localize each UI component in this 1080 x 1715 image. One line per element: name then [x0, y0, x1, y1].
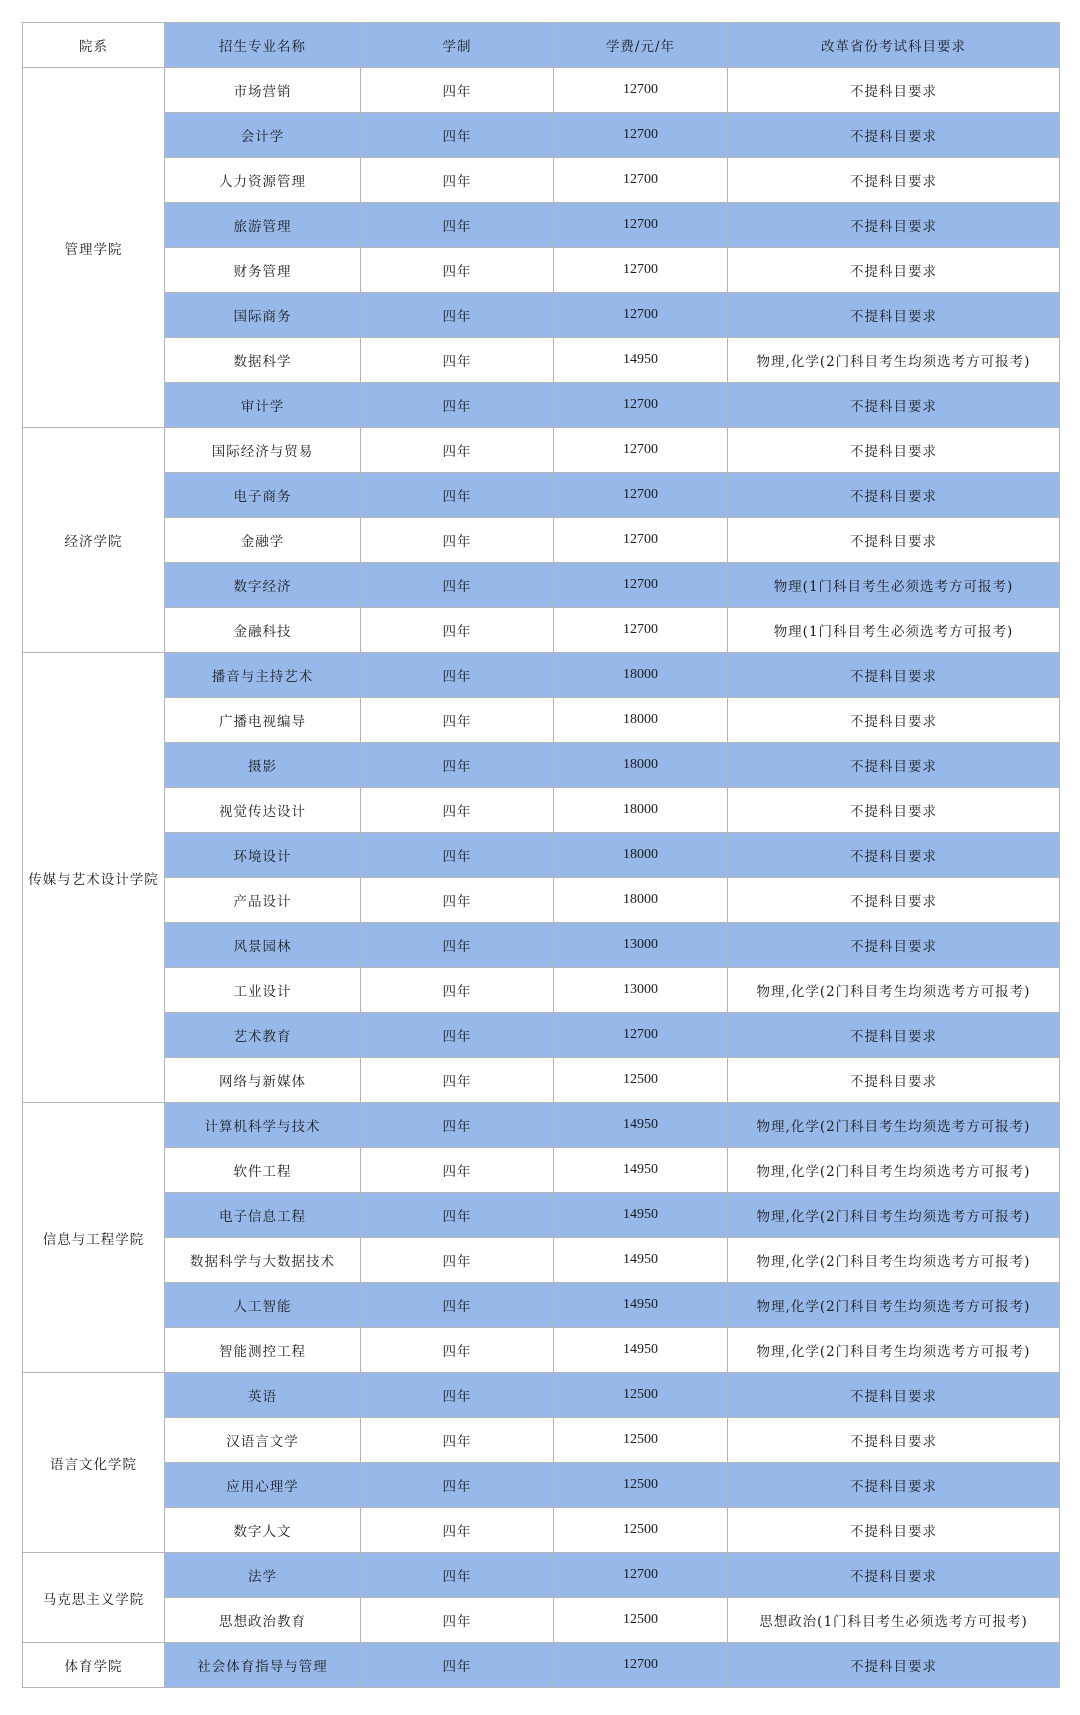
tuition-cell: 12700 — [554, 158, 728, 203]
duration-cell: 四年 — [361, 203, 554, 248]
table-row — [23, 743, 1060, 788]
header-major: 招生专业名称 — [165, 23, 361, 68]
table-row — [23, 1598, 1060, 1643]
major-name-cell: 艺术教育 — [165, 1013, 361, 1058]
duration-cell: 四年 — [361, 1328, 554, 1373]
tuition-cell: 12500 — [554, 1373, 728, 1418]
table-row — [23, 653, 1060, 698]
duration-cell: 四年 — [361, 743, 554, 788]
table-row — [23, 293, 1060, 338]
admissions-table — [22, 22, 1060, 1688]
subject-requirement-cell: 物理,化学(2门科目考生均须选考方可报考) — [728, 1283, 1060, 1328]
table-row — [23, 428, 1060, 473]
tuition-cell: 14950 — [554, 1283, 728, 1328]
duration-cell: 四年 — [361, 1238, 554, 1283]
duration-cell: 四年 — [361, 923, 554, 968]
duration-cell: 四年 — [361, 1463, 554, 1508]
duration-cell: 四年 — [361, 968, 554, 1013]
subject-requirement-cell: 不提科目要求 — [728, 1508, 1060, 1553]
table-row — [23, 1013, 1060, 1058]
duration-cell: 四年 — [361, 338, 554, 383]
duration-cell: 四年 — [361, 473, 554, 518]
table-row — [23, 1328, 1060, 1373]
table-row — [23, 338, 1060, 383]
subject-requirement-cell: 物理,化学(2门科目考生均须选考方可报考) — [728, 1148, 1060, 1193]
tuition-cell: 14950 — [554, 338, 728, 383]
tuition-cell: 14950 — [554, 1103, 728, 1148]
duration-cell: 四年 — [361, 698, 554, 743]
table-row — [23, 1418, 1060, 1463]
major-name-cell: 市场营销 — [165, 68, 361, 113]
table-row — [23, 113, 1060, 158]
tuition-cell: 18000 — [554, 698, 728, 743]
major-name-cell: 工业设计 — [165, 968, 361, 1013]
table-body — [23, 68, 1060, 1688]
subject-requirement-cell: 不提科目要求 — [728, 1643, 1060, 1688]
subject-requirement-cell: 不提科目要求 — [728, 833, 1060, 878]
subject-requirement-cell: 不提科目要求 — [728, 1418, 1060, 1463]
subject-requirement-cell: 不提科目要求 — [728, 428, 1060, 473]
tuition-cell: 12500 — [554, 1463, 728, 1508]
table-row — [23, 1553, 1060, 1598]
table-row — [23, 788, 1060, 833]
tuition-cell: 12500 — [554, 1598, 728, 1643]
subject-requirement-cell: 物理(1门科目考生必须选考方可报考) — [728, 608, 1060, 653]
table-row — [23, 1103, 1060, 1148]
tuition-cell: 12500 — [554, 1508, 728, 1553]
subject-requirement-cell: 不提科目要求 — [728, 248, 1060, 293]
table-row — [23, 1463, 1060, 1508]
tuition-cell: 13000 — [554, 923, 728, 968]
table-row — [23, 968, 1060, 1013]
table-row — [23, 878, 1060, 923]
subject-requirement-cell: 不提科目要求 — [728, 1373, 1060, 1418]
table-row — [23, 1508, 1060, 1553]
duration-cell: 四年 — [361, 293, 554, 338]
tuition-cell: 12700 — [554, 293, 728, 338]
major-name-cell: 数据科学 — [165, 338, 361, 383]
table-row — [23, 1238, 1060, 1283]
tuition-cell: 12700 — [554, 563, 728, 608]
major-name-cell: 人工智能 — [165, 1283, 361, 1328]
subject-requirement-cell: 物理,化学(2门科目考生均须选考方可报考) — [728, 338, 1060, 383]
tuition-cell: 12700 — [554, 518, 728, 563]
department-cell: 传媒与艺术设计学院 — [23, 653, 165, 1103]
table-row — [23, 608, 1060, 653]
duration-cell: 四年 — [361, 248, 554, 293]
duration-cell: 四年 — [361, 563, 554, 608]
subject-requirement-cell: 不提科目要求 — [728, 743, 1060, 788]
tuition-cell: 14950 — [554, 1238, 728, 1283]
tuition-cell: 12700 — [554, 1643, 728, 1688]
subject-requirement-cell: 不提科目要求 — [728, 68, 1060, 113]
table-row — [23, 833, 1060, 878]
tuition-cell: 12500 — [554, 1058, 728, 1103]
department-cell: 体育学院 — [23, 1643, 165, 1688]
table-row — [23, 563, 1060, 608]
department-cell: 语言文化学院 — [23, 1373, 165, 1553]
tuition-cell: 14950 — [554, 1328, 728, 1373]
duration-cell: 四年 — [361, 1598, 554, 1643]
subject-requirement-cell: 不提科目要求 — [728, 788, 1060, 833]
major-name-cell: 思想政治教育 — [165, 1598, 361, 1643]
department-cell: 马克思主义学院 — [23, 1553, 165, 1643]
major-name-cell: 环境设计 — [165, 833, 361, 878]
tuition-cell: 18000 — [554, 653, 728, 698]
major-name-cell: 网络与新媒体 — [165, 1058, 361, 1103]
tuition-cell: 18000 — [554, 878, 728, 923]
major-name-cell: 智能测控工程 — [165, 1328, 361, 1373]
major-name-cell: 电子商务 — [165, 473, 361, 518]
major-name-cell: 计算机科学与技术 — [165, 1103, 361, 1148]
subject-requirement-cell: 不提科目要求 — [728, 158, 1060, 203]
subject-requirement-cell: 不提科目要求 — [728, 923, 1060, 968]
table-row — [23, 1148, 1060, 1193]
header-subject-requirement: 改革省份考试科目要求 — [728, 23, 1060, 68]
table-row — [23, 68, 1060, 113]
table-row — [23, 518, 1060, 563]
duration-cell: 四年 — [361, 653, 554, 698]
duration-cell: 四年 — [361, 113, 554, 158]
subject-requirement-cell: 物理(1门科目考生必须选考方可报考) — [728, 563, 1060, 608]
tuition-cell: 14950 — [554, 1193, 728, 1238]
tuition-cell: 12700 — [554, 473, 728, 518]
duration-cell: 四年 — [361, 428, 554, 473]
duration-cell: 四年 — [361, 788, 554, 833]
table-row — [23, 698, 1060, 743]
department-cell: 管理学院 — [23, 68, 165, 428]
major-name-cell: 财务管理 — [165, 248, 361, 293]
duration-cell: 四年 — [361, 518, 554, 563]
header-row — [23, 23, 1060, 68]
subject-requirement-cell: 不提科目要求 — [728, 1058, 1060, 1103]
subject-requirement-cell: 不提科目要求 — [728, 878, 1060, 923]
major-name-cell: 社会体育指导与管理 — [165, 1643, 361, 1688]
major-name-cell: 法学 — [165, 1553, 361, 1598]
major-name-cell: 国际经济与贸易 — [165, 428, 361, 473]
tuition-cell: 12700 — [554, 68, 728, 113]
table-row — [23, 248, 1060, 293]
tuition-cell: 12700 — [554, 383, 728, 428]
header-duration: 学制 — [361, 23, 554, 68]
subject-requirement-cell: 不提科目要求 — [728, 203, 1060, 248]
subject-requirement-cell: 不提科目要求 — [728, 1553, 1060, 1598]
subject-requirement-cell: 物理,化学(2门科目考生均须选考方可报考) — [728, 1193, 1060, 1238]
duration-cell: 四年 — [361, 1103, 554, 1148]
table-row — [23, 1373, 1060, 1418]
tuition-cell: 12700 — [554, 1553, 728, 1598]
duration-cell: 四年 — [361, 1508, 554, 1553]
tuition-cell: 13000 — [554, 968, 728, 1013]
major-name-cell: 风景园林 — [165, 923, 361, 968]
subject-requirement-cell: 不提科目要求 — [728, 653, 1060, 698]
duration-cell: 四年 — [361, 158, 554, 203]
subject-requirement-cell: 不提科目要求 — [728, 1463, 1060, 1508]
major-name-cell: 电子信息工程 — [165, 1193, 361, 1238]
duration-cell: 四年 — [361, 1418, 554, 1463]
table-row — [23, 1643, 1060, 1688]
major-name-cell: 英语 — [165, 1373, 361, 1418]
subject-requirement-cell: 不提科目要求 — [728, 698, 1060, 743]
subject-requirement-cell: 物理,化学(2门科目考生均须选考方可报考) — [728, 968, 1060, 1013]
tuition-cell: 12500 — [554, 1418, 728, 1463]
major-name-cell: 软件工程 — [165, 1148, 361, 1193]
table-row — [23, 158, 1060, 203]
subject-requirement-cell: 物理,化学(2门科目考生均须选考方可报考) — [728, 1328, 1060, 1373]
table-row — [23, 923, 1060, 968]
duration-cell: 四年 — [361, 68, 554, 113]
tuition-cell: 12700 — [554, 203, 728, 248]
department-cell: 信息与工程学院 — [23, 1103, 165, 1373]
major-name-cell: 摄影 — [165, 743, 361, 788]
tuition-cell: 12700 — [554, 1013, 728, 1058]
subject-requirement-cell: 不提科目要求 — [728, 518, 1060, 563]
major-name-cell: 产品设计 — [165, 878, 361, 923]
header-tuition: 学费/元/年 — [554, 23, 728, 68]
duration-cell: 四年 — [361, 1373, 554, 1418]
subject-requirement-cell: 不提科目要求 — [728, 1013, 1060, 1058]
duration-cell: 四年 — [361, 878, 554, 923]
major-name-cell: 旅游管理 — [165, 203, 361, 248]
duration-cell: 四年 — [361, 1643, 554, 1688]
tuition-cell: 12700 — [554, 428, 728, 473]
major-name-cell: 人力资源管理 — [165, 158, 361, 203]
tuition-cell: 18000 — [554, 833, 728, 878]
major-name-cell: 应用心理学 — [165, 1463, 361, 1508]
major-name-cell: 数字经济 — [165, 563, 361, 608]
tuition-cell: 12700 — [554, 248, 728, 293]
duration-cell: 四年 — [361, 833, 554, 878]
subject-requirement-cell: 不提科目要求 — [728, 383, 1060, 428]
subject-requirement-cell: 物理,化学(2门科目考生均须选考方可报考) — [728, 1103, 1060, 1148]
table-row — [23, 383, 1060, 428]
tuition-cell: 12700 — [554, 608, 728, 653]
major-name-cell: 金融科技 — [165, 608, 361, 653]
major-name-cell: 金融学 — [165, 518, 361, 563]
tuition-cell: 18000 — [554, 743, 728, 788]
table-row — [23, 1058, 1060, 1103]
subject-requirement-cell: 不提科目要求 — [728, 113, 1060, 158]
tuition-cell: 14950 — [554, 1148, 728, 1193]
duration-cell: 四年 — [361, 1283, 554, 1328]
major-name-cell: 播音与主持艺术 — [165, 653, 361, 698]
tuition-cell: 18000 — [554, 788, 728, 833]
subject-requirement-cell: 不提科目要求 — [728, 293, 1060, 338]
admissions-table-container — [22, 22, 1059, 1688]
table-row — [23, 473, 1060, 518]
duration-cell: 四年 — [361, 1148, 554, 1193]
major-name-cell: 广播电视编导 — [165, 698, 361, 743]
major-name-cell: 汉语言文学 — [165, 1418, 361, 1463]
table-row — [23, 203, 1060, 248]
table-row — [23, 1193, 1060, 1238]
duration-cell: 四年 — [361, 383, 554, 428]
duration-cell: 四年 — [361, 1058, 554, 1103]
duration-cell: 四年 — [361, 1553, 554, 1598]
major-name-cell: 会计学 — [165, 113, 361, 158]
duration-cell: 四年 — [361, 608, 554, 653]
tuition-cell: 12700 — [554, 113, 728, 158]
subject-requirement-cell: 物理,化学(2门科目考生均须选考方可报考) — [728, 1238, 1060, 1283]
table-row — [23, 1283, 1060, 1328]
department-cell: 经济学院 — [23, 428, 165, 653]
major-name-cell: 数据科学与大数据技术 — [165, 1238, 361, 1283]
duration-cell: 四年 — [361, 1013, 554, 1058]
duration-cell: 四年 — [361, 1193, 554, 1238]
major-name-cell: 视觉传达设计 — [165, 788, 361, 833]
major-name-cell: 数字人文 — [165, 1508, 361, 1553]
major-name-cell: 审计学 — [165, 383, 361, 428]
header-department: 院系 — [23, 23, 165, 68]
major-name-cell: 国际商务 — [165, 293, 361, 338]
subject-requirement-cell: 思想政治(1门科目考生必须选考方可报考) — [728, 1598, 1060, 1643]
subject-requirement-cell: 不提科目要求 — [728, 473, 1060, 518]
